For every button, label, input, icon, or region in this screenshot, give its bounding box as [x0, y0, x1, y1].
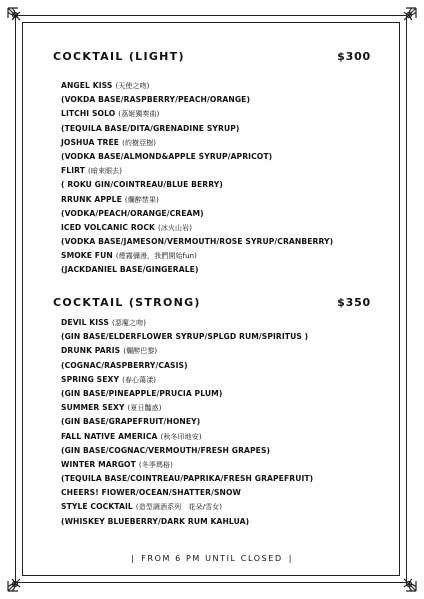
section-price: $350	[337, 296, 371, 309]
section-price: $300	[337, 50, 371, 63]
section-title: COCKTAIL (LIGHT)	[53, 50, 185, 63]
menu-item: ANGEL KISS (天使之吻)	[61, 81, 150, 90]
menu-item: JOSHUA TREE (約樹亞樹)	[61, 137, 157, 147]
footer-hours-text: FROM 6 PM UNTIL CLOSED	[141, 554, 283, 563]
menu-item: (GIN BASE/COGNAC/VERMOUTH/FRESH GRAPES)	[61, 445, 271, 455]
cocktail-list-light	[61, 79, 391, 278]
menu-item: (TEQUILA BASE/DITA/GRENADINE SYRUP)	[61, 123, 240, 133]
corner-ornament-icon	[6, 563, 36, 593]
menu-item: (GIN BASE/ELDERFLOWER SYRUP/SPLGD RUM/SPIRITUS )	[61, 332, 309, 342]
menu-item: (COGNAC/RASPBERRY/CASIS)	[61, 360, 188, 370]
menu-item: (GIN BASE/PINEAPPLE/PRUCIA PLUM)	[61, 388, 223, 398]
menu-item: (GIN BASE/GRAPEFRUIT/HONEY)	[61, 417, 201, 427]
menu-item: (WHISKEY BLUEBERRY/DARK RUM KAHLUA)	[61, 516, 250, 526]
menu-item: (VODKA/PEACH/ORANGE/CREAM)	[61, 208, 204, 218]
menu-item: (JACKDANIEL BASE/GINGERALE)	[61, 265, 199, 275]
menu-item: (VODKA BASE/JAMESON/VERMOUTH/ROSE SYRUP/CRANBERRY)	[61, 237, 334, 247]
menu-item: FALL NATIVE AMERICA (秋冬印地安)	[61, 431, 202, 441]
menu-item: SUMMER SEXY (夏日豔惑)	[61, 403, 162, 413]
menu-item: DRUNK PARIS (爛醉巴黎)	[61, 346, 158, 356]
menu-item: STYLE COCKTAIL (造型調酒系列 花朵/雪女)	[61, 502, 223, 512]
corner-ornament-icon	[388, 6, 418, 36]
corner-ornament-icon	[6, 6, 36, 36]
menu-item: FLIRT (暗來眼去)	[61, 166, 123, 176]
menu-item: SMOKE FUN (煙霧彌漫，我們開始fun)	[61, 251, 198, 261]
hours-footer	[0, 554, 424, 563]
menu-item: SPRING SEXY (春心蕩漾)	[61, 374, 157, 384]
menu-item: (TEQUILA BASE/COINTREAU/PAPRIKA/FRESH GRAPEFRUIT)	[61, 474, 314, 484]
section-header-strong	[53, 296, 371, 309]
menu-item: LITCHI SOLO (荔姬獨奏曲)	[61, 109, 160, 119]
menu-item: WINTER MARGOT (冬季瑪格)	[61, 459, 173, 469]
section-header-light	[53, 50, 371, 63]
menu-item: ( ROKU GIN/COINTREAU/BLUE BERRY)	[61, 180, 223, 190]
footer-divider-left: |	[130, 554, 136, 563]
menu-item: CHEERS! FIOWER/OCEAN/SHATTER/SNOW	[61, 488, 242, 498]
cocktail-list-strong	[61, 316, 391, 529]
menu-item: (VODKA BASE/ALMOND&APPLE SYRUP/APRICOT)	[61, 151, 273, 161]
menu-item: ICED VOLCANIC ROCK (冰火山岩)	[61, 222, 193, 232]
menu-item: (VOKDA BASE/RASPBERRY/PEACH/ORANGE)	[61, 95, 251, 105]
section-title: COCKTAIL (STRONG)	[53, 296, 201, 309]
footer-divider-right: |	[288, 554, 294, 563]
menu-item: DEVIL KISS (惡魔之吻)	[61, 318, 147, 327]
corner-ornament-icon	[388, 563, 418, 593]
menu-item: RRUNK APPLE (爛醉禁果)	[61, 194, 159, 204]
